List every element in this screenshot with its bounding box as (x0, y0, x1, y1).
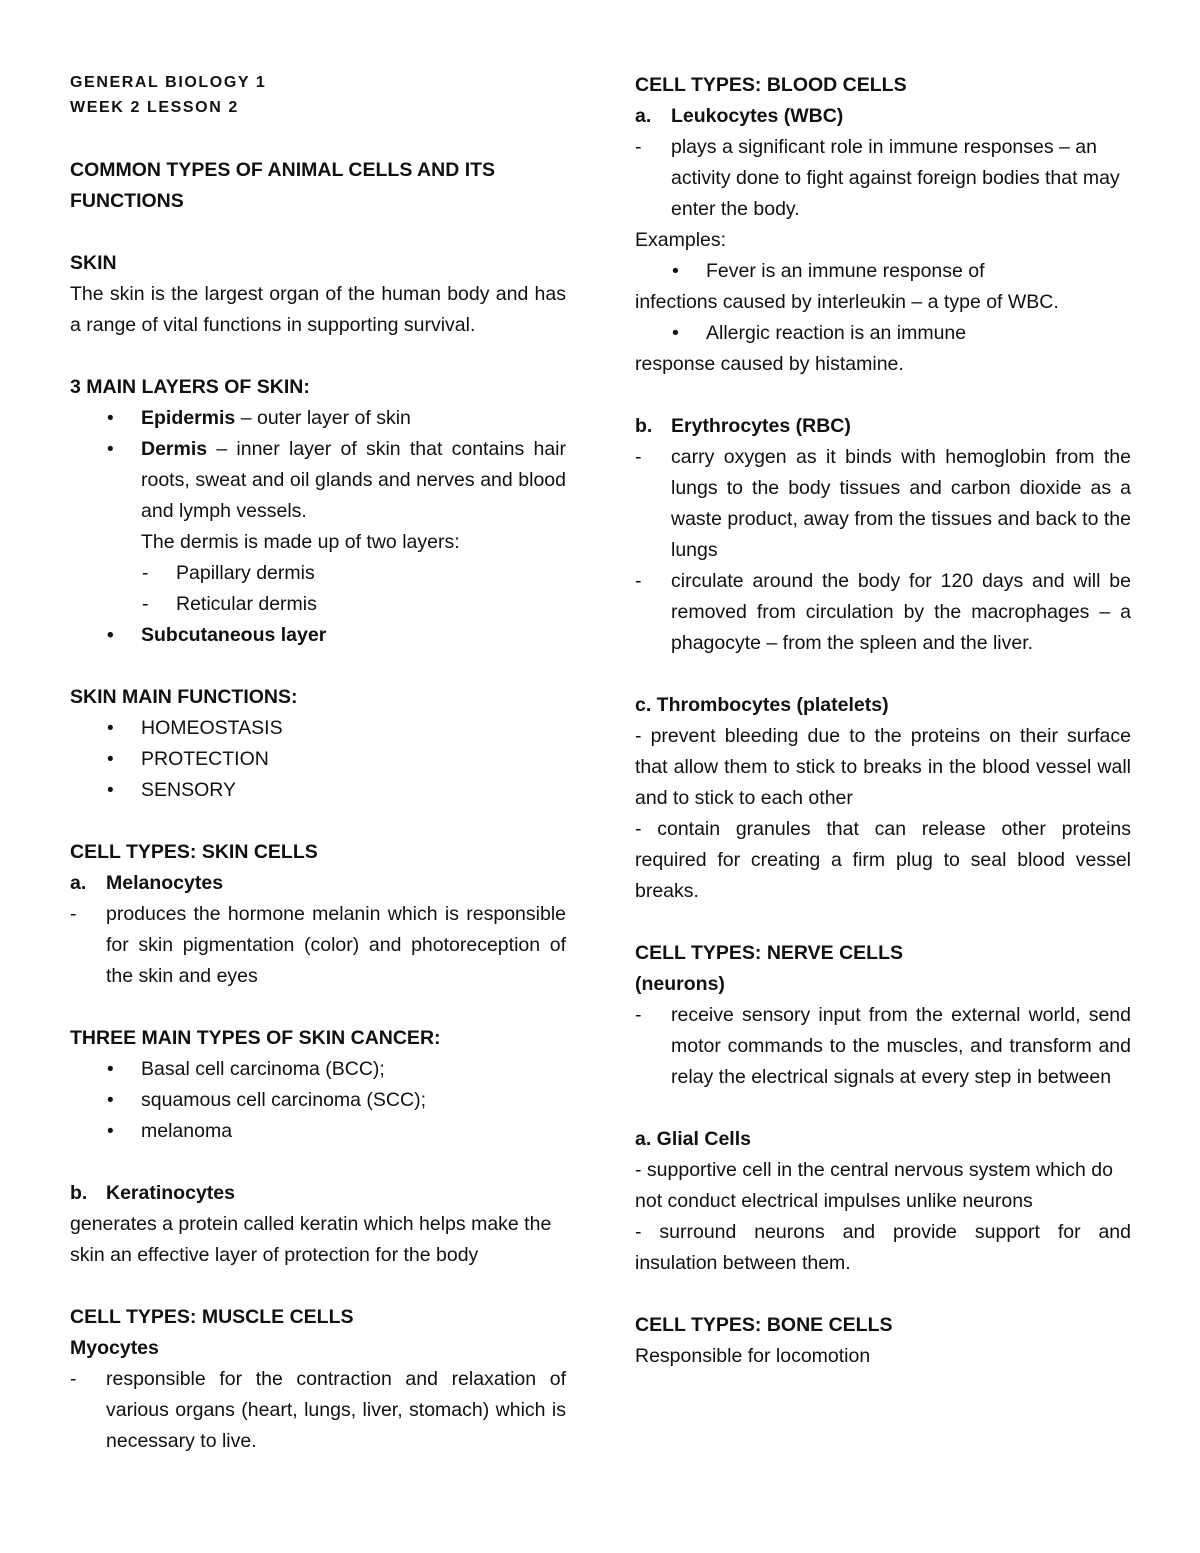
example-continuation: response caused by histamine. (635, 353, 904, 375)
function-item: • PROTECTION (70, 744, 566, 775)
document-title-line1: COMMON TYPES OF ANIMAL CELLS AND ITS (70, 159, 496, 181)
functions-heading: SKIN MAIN FUNCTIONS: (70, 686, 298, 708)
dermis-term: Dermis (141, 438, 208, 460)
muscle-heading: CELL TYPES: MUSCLE CELLS (70, 1306, 354, 1328)
document-title-line2: FUNCTIONS (70, 190, 184, 212)
nerve-desc: - receive sensory input from the external world, send motor commands to the muscles, and transform and relay the electrical signals at every step in between (635, 1000, 1131, 1093)
layers-heading: 3 MAIN LAYERS OF SKIN: (70, 376, 310, 398)
example-item: • Allergic reaction is an immune (635, 318, 1131, 349)
function-item: • SENSORY (70, 775, 566, 806)
glial-desc: - surround neurons and provide support for and insulation between them. (635, 1221, 1131, 1274)
thrombocytes-title: c. Thrombocytes (platelets) (635, 694, 889, 716)
cancer-item: • Basal cell carcinoma (BCC); (70, 1054, 566, 1085)
erythrocytes-title-text: Erythrocytes (RBC) (671, 415, 851, 437)
melanocytes-title-text: Melanocytes (106, 872, 224, 894)
erythrocytes-desc: - circulate around the body for 120 days and will be removed from circulation by the macrophages – a phagocyte – from the spleen and the liver. (635, 566, 1131, 659)
dermis-desc: – inner layer of skin that contains hair roots, sweat and oil glands and nerves and blood and lymph vessels. (141, 438, 566, 522)
function-item: • HOMEOSTASIS (70, 713, 566, 744)
leukocytes-desc: - plays a significant role in immune responses – an activity done to fight against foreign bodies that may enter the body. (635, 132, 1131, 225)
blood-heading: CELL TYPES: BLOOD CELLS (635, 74, 907, 96)
course-title: GENERAL BIOLOGY 1 (70, 74, 267, 91)
dermis-note: The dermis is made up of two layers: (141, 531, 460, 553)
epidermis-term: Epidermis (141, 407, 236, 429)
melanocytes-letter: a. (70, 872, 87, 894)
erythrocytes-title (635, 411, 1131, 442)
examples-label: Examples: (635, 229, 727, 251)
layer-subcutaneous: • Subcutaneous layer (70, 620, 566, 651)
keratinocytes-title-text: Keratinocytes (106, 1182, 235, 1204)
neurons-label: (neurons) (635, 973, 725, 995)
melanocytes-title (70, 868, 566, 899)
skin-heading: SKIN (70, 252, 117, 274)
cancer-item: • squamous cell carcinoma (SCC); (70, 1085, 566, 1116)
bone-heading: CELL TYPES: BONE CELLS (635, 1314, 893, 1336)
lesson-label: WEEK 2 LESSON 2 (70, 99, 239, 116)
layer-dermis (70, 434, 566, 527)
right-column (635, 70, 1131, 1372)
leukocytes-title (635, 101, 1131, 132)
thrombocytes-desc: - prevent bleeding due to the proteins on their surface that allow them to stick to breaks in the blood vessel wall and to stick to each other (635, 725, 1131, 809)
skin-cells-heading: CELL TYPES: SKIN CELLS (70, 841, 318, 863)
melanocytes-desc: - produces the hormone melanin which is responsible for skin pigmentation (color) and photoreception of the skin and eyes (70, 899, 566, 992)
leukocytes-letter: a. (635, 105, 652, 127)
leukocytes-title-text: Leukocytes (WBC) (671, 105, 844, 127)
erythrocytes-letter: b. (635, 415, 653, 437)
keratinocytes-letter: b. (70, 1182, 88, 1204)
example-continuation: infections caused by interleukin – a type of WBC. (635, 291, 1059, 313)
dermis-sublayer: - Reticular dermis (70, 589, 566, 620)
keratinocytes-title (70, 1178, 566, 1209)
myocytes-desc: - responsible for the contraction and relaxation of various organs (heart, lungs, liver, stomach) which is necessary to live. (70, 1364, 566, 1457)
layer-epidermis (70, 403, 566, 434)
example-item: • Fever is an immune response of (635, 256, 1131, 287)
thrombocytes-desc: - contain granules that can release other proteins required for creating a firm plug to seal blood vessel breaks. (635, 818, 1131, 902)
glial-desc: - supportive cell in the central nervous system which do not conduct electrical impulses unlike neurons (635, 1159, 1113, 1212)
erythrocytes-desc: - carry oxygen as it binds with hemoglobin from the lungs to the body tissues and carbon dioxide as a waste product, away from the tissues and back to the lungs (635, 442, 1131, 566)
glial-title: a. Glial Cells (635, 1128, 751, 1150)
cancer-heading: THREE MAIN TYPES OF SKIN CANCER: (70, 1027, 441, 1049)
nerve-heading: CELL TYPES: NERVE CELLS (635, 942, 903, 964)
cancer-item: • melanoma (70, 1116, 566, 1147)
myocytes-title: Myocytes (70, 1337, 159, 1359)
dermis-sublayer: - Papillary dermis (70, 558, 566, 589)
keratinocytes-desc: generates a protein called keratin which helps make the skin an effective layer of protection for the body (70, 1213, 552, 1266)
bone-desc: Responsible for locomotion (635, 1345, 871, 1367)
epidermis-desc: – outer layer of skin (235, 407, 411, 429)
left-column (70, 70, 566, 1457)
skin-intro: The skin is the largest organ of the human body and has a range of vital functions in supporting survival. (70, 283, 566, 336)
